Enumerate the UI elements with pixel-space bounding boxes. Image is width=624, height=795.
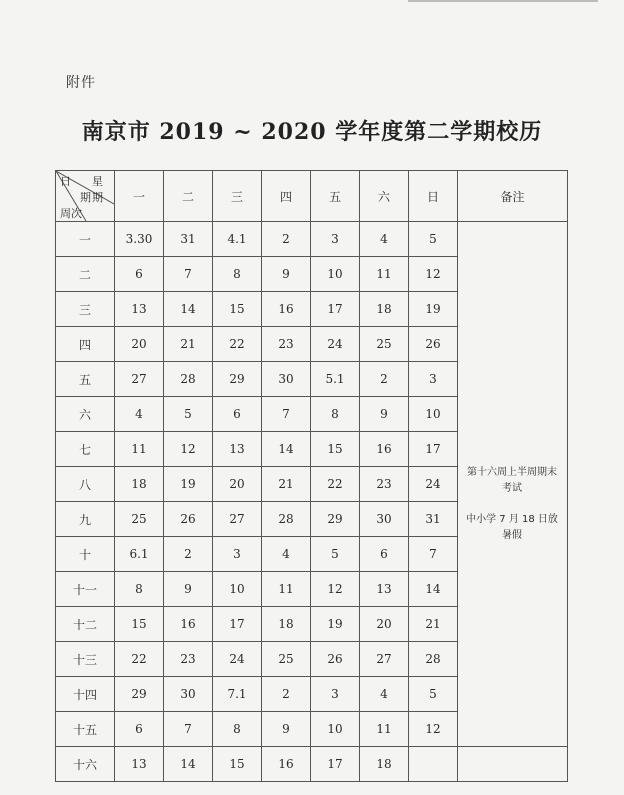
- date-cell: 18: [115, 467, 164, 502]
- date-cell: 19: [164, 467, 213, 502]
- date-cell: 18: [360, 292, 409, 327]
- date-cell: 21: [164, 327, 213, 362]
- date-cell: 28: [164, 362, 213, 397]
- note-final-exam: 第十六周上半周期末考试: [467, 467, 557, 494]
- date-cell: 20: [360, 607, 409, 642]
- date-cell: 3: [311, 222, 360, 257]
- date-cell: 20: [213, 467, 262, 502]
- date-cell: 23: [164, 642, 213, 677]
- date-cell: 8: [311, 397, 360, 432]
- day-header-thu: 四: [262, 171, 311, 222]
- attachment-label: 附件: [66, 75, 96, 91]
- date-cell: [409, 747, 458, 782]
- date-cell: 4.1: [213, 222, 262, 257]
- date-cell: 8: [213, 712, 262, 747]
- week-number-cell: 十五: [56, 712, 115, 747]
- date-cell: 5: [409, 677, 458, 712]
- date-cell: 6: [213, 397, 262, 432]
- date-cell: 16: [262, 292, 311, 327]
- date-cell: 6: [115, 257, 164, 292]
- date-cell: 26: [164, 502, 213, 537]
- date-cell: 2: [360, 362, 409, 397]
- week-number-cell: 五: [56, 362, 115, 397]
- corner-label-qi-1: 期: [92, 191, 103, 204]
- date-cell: 9: [164, 572, 213, 607]
- date-cell: 5: [409, 222, 458, 257]
- date-cell: 8: [213, 257, 262, 292]
- corner-header-cell: [56, 171, 115, 222]
- day-header-mon: 一: [115, 171, 164, 222]
- date-cell: 16: [360, 432, 409, 467]
- day-header-sat: 六: [360, 171, 409, 222]
- week-number-cell: 一: [56, 222, 115, 257]
- date-cell: 9: [360, 397, 409, 432]
- corner-label-ri: 日: [60, 175, 71, 188]
- header-row: [56, 171, 568, 222]
- date-cell: 4: [360, 677, 409, 712]
- date-cell: 13: [115, 292, 164, 327]
- date-cell: 11: [115, 432, 164, 467]
- week-number-cell: 十六: [56, 747, 115, 782]
- date-cell: 7.1: [213, 677, 262, 712]
- date-cell: 10: [311, 257, 360, 292]
- date-cell: 13: [360, 572, 409, 607]
- note-summer-break: 中小学 7 月 18 日放暑假: [466, 514, 558, 541]
- top-edge-line: [408, 0, 598, 2]
- date-cell: 12: [409, 257, 458, 292]
- date-cell: 6.1: [115, 537, 164, 572]
- date-cell: 24: [213, 642, 262, 677]
- date-cell: 14: [164, 292, 213, 327]
- date-cell: 4: [115, 397, 164, 432]
- date-cell: 16: [262, 747, 311, 782]
- notes-header: 备注: [458, 171, 568, 222]
- week-number-cell: 十四: [56, 677, 115, 712]
- date-cell: 12: [409, 712, 458, 747]
- school-calendar-table: [55, 170, 568, 782]
- day-header-tue: 二: [164, 171, 213, 222]
- date-cell: 26: [409, 327, 458, 362]
- date-cell: 27: [213, 502, 262, 537]
- date-cell: 23: [262, 327, 311, 362]
- date-cell: 2: [164, 537, 213, 572]
- date-cell: 11: [360, 257, 409, 292]
- date-cell: 5.1: [311, 362, 360, 397]
- corner-label-week: 周次: [60, 207, 82, 220]
- date-cell: 10: [213, 572, 262, 607]
- week-number-cell: 九: [56, 502, 115, 537]
- date-cell: 6: [115, 712, 164, 747]
- date-cell: 4: [360, 222, 409, 257]
- date-cell: 25: [360, 327, 409, 362]
- date-cell: 12: [311, 572, 360, 607]
- week-number-cell: 十二: [56, 607, 115, 642]
- date-cell: 29: [115, 677, 164, 712]
- date-cell: 2: [262, 222, 311, 257]
- date-cell: 28: [409, 642, 458, 677]
- date-cell: 24: [311, 327, 360, 362]
- empty-notes-cell: [458, 747, 568, 782]
- week-number-cell: 四: [56, 327, 115, 362]
- date-cell: 27: [360, 642, 409, 677]
- date-cell: 16: [164, 607, 213, 642]
- date-cell: 17: [311, 747, 360, 782]
- week-number-cell: 十一: [56, 572, 115, 607]
- date-cell: 31: [409, 502, 458, 537]
- date-cell: 3: [213, 537, 262, 572]
- corner-label-qi-2: 期: [80, 191, 91, 204]
- date-cell: 23: [360, 467, 409, 502]
- date-cell: 5: [164, 397, 213, 432]
- date-cell: 13: [213, 432, 262, 467]
- date-cell: 26: [311, 642, 360, 677]
- date-cell: 22: [115, 642, 164, 677]
- day-header-sun: 日: [409, 171, 458, 222]
- date-cell: 3.30: [115, 222, 164, 257]
- date-cell: 25: [115, 502, 164, 537]
- date-cell: 29: [311, 502, 360, 537]
- day-header-fri: 五: [311, 171, 360, 222]
- date-cell: 18: [360, 747, 409, 782]
- date-cell: 25: [262, 642, 311, 677]
- day-header-wed: 三: [213, 171, 262, 222]
- date-cell: 17: [213, 607, 262, 642]
- date-cell: 28: [262, 502, 311, 537]
- date-cell: 18: [262, 607, 311, 642]
- date-cell: 3: [311, 677, 360, 712]
- date-cell: 17: [311, 292, 360, 327]
- week-number-cell: 六: [56, 397, 115, 432]
- table-row: [56, 222, 568, 257]
- date-cell: 19: [311, 607, 360, 642]
- date-cell: 10: [311, 712, 360, 747]
- date-cell: 24: [409, 467, 458, 502]
- date-cell: 8: [115, 572, 164, 607]
- week-number-cell: 十: [56, 537, 115, 572]
- date-cell: 14: [164, 747, 213, 782]
- week-number-cell: 三: [56, 292, 115, 327]
- date-cell: 19: [409, 292, 458, 327]
- date-cell: 7: [164, 712, 213, 747]
- date-cell: 7: [164, 257, 213, 292]
- date-cell: 31: [164, 222, 213, 257]
- date-cell: 11: [262, 572, 311, 607]
- date-cell: 27: [115, 362, 164, 397]
- date-cell: 9: [262, 712, 311, 747]
- date-cell: 14: [262, 432, 311, 467]
- date-cell: 15: [311, 432, 360, 467]
- date-cell: 7: [409, 537, 458, 572]
- week-number-cell: 二: [56, 257, 115, 292]
- date-cell: 11: [360, 712, 409, 747]
- date-cell: 5: [311, 537, 360, 572]
- date-cell: 17: [409, 432, 458, 467]
- date-cell: 12: [164, 432, 213, 467]
- date-cell: 21: [262, 467, 311, 502]
- page-title: 南京市 2019 ~ 2020 学年度第二学期校历: [81, 119, 543, 145]
- date-cell: 6: [360, 537, 409, 572]
- date-cell: 7: [262, 397, 311, 432]
- table-row: [56, 747, 568, 782]
- date-cell: 9: [262, 257, 311, 292]
- corner-label-xing: 星: [92, 175, 103, 188]
- date-cell: 15: [213, 292, 262, 327]
- week-number-cell: 七: [56, 432, 115, 467]
- date-cell: 20: [115, 327, 164, 362]
- date-cell: 3: [409, 362, 458, 397]
- date-cell: 13: [115, 747, 164, 782]
- date-cell: 14: [409, 572, 458, 607]
- date-cell: 22: [311, 467, 360, 502]
- date-cell: 30: [262, 362, 311, 397]
- date-cell: 2: [262, 677, 311, 712]
- date-cell: 30: [360, 502, 409, 537]
- date-cell: 30: [164, 677, 213, 712]
- date-cell: 15: [213, 747, 262, 782]
- date-cell: 29: [213, 362, 262, 397]
- week-number-cell: 十三: [56, 642, 115, 677]
- week-number-cell: 八: [56, 467, 115, 502]
- notes-cell: [458, 222, 568, 747]
- date-cell: 4: [262, 537, 311, 572]
- date-cell: 15: [115, 607, 164, 642]
- date-cell: 22: [213, 327, 262, 362]
- date-cell: 21: [409, 607, 458, 642]
- date-cell: 10: [409, 397, 458, 432]
